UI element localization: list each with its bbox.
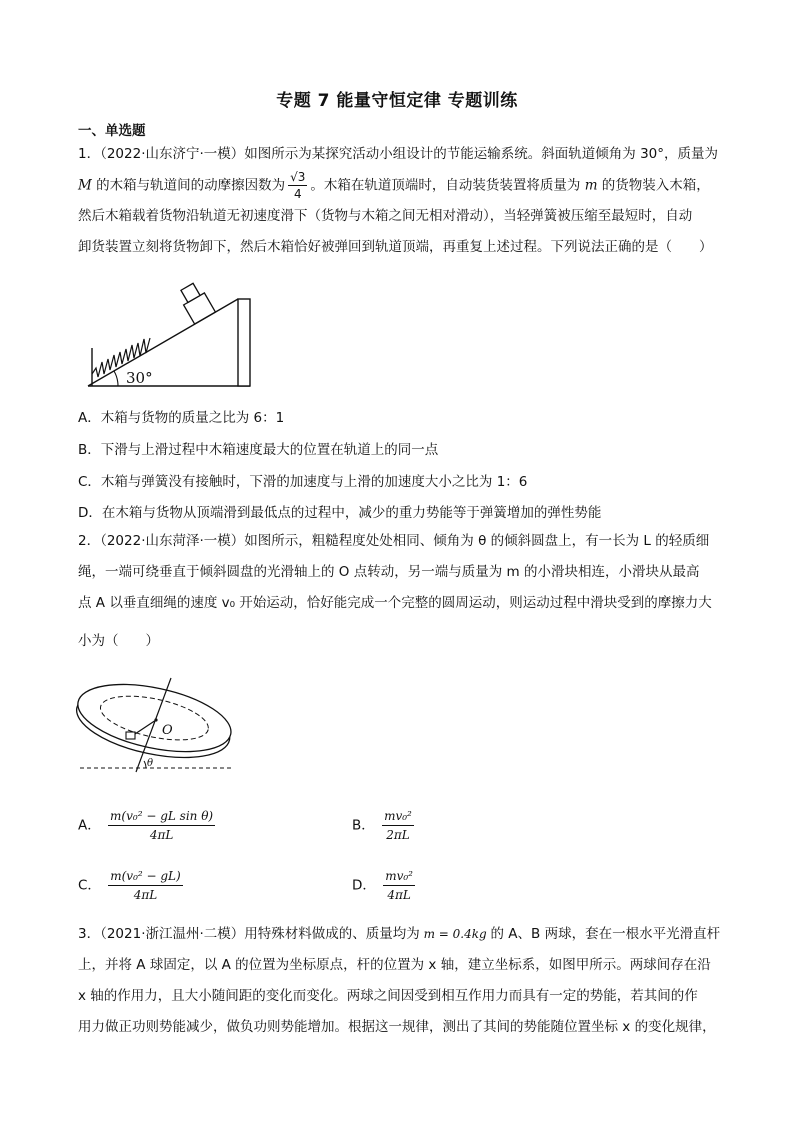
theta-arc	[144, 761, 146, 768]
theta-label: θ	[147, 758, 154, 769]
q2-option-d[interactable]	[352, 868, 418, 903]
wall-block	[238, 299, 250, 386]
q2-option-a-fraction	[108, 808, 215, 843]
question-3-stem	[78, 919, 722, 1043]
q3-mass-value: m = 0.4kg	[419, 927, 491, 941]
q3-line-1	[78, 919, 722, 950]
q2-option-b-label: B．	[352, 817, 375, 834]
q2-line-3: 点 A 以垂直细绳的速度 v₀ 开始运动，恰好能完成一个完整的圆周运动，则运动过程中滑块受到的摩擦力大	[78, 595, 712, 611]
tilted-disc-figure	[72, 668, 240, 778]
box-icon	[177, 282, 216, 324]
q1-line-1: 1．（2022·山东济宁·一模）如图所示为某探究活动小组设计的节能运输系统。斜面轨道倾角为 30°，质量为	[78, 146, 718, 162]
q3-line-1-text-b: 的 A、B 两球，套在一根水平光滑直杆	[490, 926, 721, 942]
q1-var-M: M	[78, 177, 92, 194]
question-2-stem	[78, 526, 722, 657]
incline-figure	[84, 282, 256, 392]
q1-option-c[interactable]: C．木箱与弹簧没有接触时，下滑的加速度与上滑的加速度大小之比为 1：6	[78, 474, 528, 490]
q1-friction-fraction	[288, 170, 307, 201]
q2-option-c-numerator: m(v₀² − gL)	[108, 868, 182, 886]
q1-fraction-denominator: 4	[293, 187, 302, 201]
q1-line-2-text-b: 。木箱在轨道顶端时，自动装货装置将质量为	[310, 177, 581, 194]
q2-line-4: 小为（ ）	[78, 633, 159, 649]
q2-option-c-fraction	[108, 868, 182, 903]
angle-arc	[114, 371, 118, 386]
q3-line-2: 上，并将 A 球固定，以 A 的位置为坐标原点，杆的位置为 x 轴，建立坐标系，如图甲所示。两球间存在沿	[78, 957, 711, 973]
q2-option-d-numerator: mv₀²	[383, 868, 415, 886]
q2-option-d-fraction	[383, 868, 415, 903]
q2-option-d-denominator: 4πL	[387, 888, 411, 902]
page-title: 专题 7 能量守恒定律 专题训练	[276, 91, 518, 111]
q2-option-b-numerator: mv₀²	[382, 808, 414, 826]
q1-option-d[interactable]: D．在木箱与货物从顶端滑到最低点的过程中，减少的重力势能等于弹簧增加的弹性势能	[78, 505, 602, 521]
q2-option-d-label: D．	[352, 877, 376, 894]
center-label: O	[162, 723, 173, 738]
q3-line-4: 用力做正功则势能减少，做负功则势能增加。根据这一规律，测出了其间的势能随位置坐标 x 的变化规律，	[78, 1019, 716, 1035]
q2-line-1: 2．（2022·山东菏泽·一模）如图所示，粗糙程度处处相同、倾角为 θ 的倾斜圆盘上，有一长为 L 的轻质细	[78, 533, 710, 549]
q2-option-a-denominator: 4πL	[149, 828, 174, 842]
q1-var-m: m	[580, 177, 602, 194]
q1-fraction-numerator: √3	[290, 170, 306, 184]
q1-line-2	[78, 170, 722, 201]
q2-option-c-denominator: 4πL	[133, 888, 158, 902]
q2-option-b-fraction	[382, 808, 414, 843]
q1-line-2-text-c: 的货物装入木箱，	[601, 177, 710, 194]
q2-option-c[interactable]	[78, 868, 186, 903]
q2-option-a[interactable]	[78, 808, 218, 843]
q1-line-4: 卸货装置立刻将货物卸下，然后木箱恰好被弹回到轨道顶端，再重复上述过程。下列说法正确的是（ ）	[78, 239, 713, 255]
q2-line-2: 绳，一端可绕垂直于倾斜圆盘的光滑轴上的 O 点转动，另一端与质量为 m 的小滑块相连，小滑块从最高	[78, 564, 700, 580]
angle-label: 30°	[126, 369, 153, 387]
section-heading: 一、单选题	[78, 123, 146, 139]
q2-option-b[interactable]	[352, 808, 417, 843]
q2-option-c-label: C．	[78, 877, 101, 894]
slider-block-icon	[126, 732, 135, 739]
q1-line-2-text-a: 的木箱与轨道间的动摩擦因数为	[91, 177, 286, 194]
center-point	[154, 718, 157, 721]
q1-line-3: 然后木箱载着货物沿轨道无初速度滑下（货物与木箱之间无相对滑动），当轻弹簧被压缩至最短时，自动	[78, 208, 693, 224]
question-1-stem	[78, 139, 722, 263]
q2-option-b-denominator: 2πL	[386, 828, 410, 842]
q2-option-a-label: A．	[78, 817, 101, 834]
q1-option-a[interactable]: A．木箱与货物的质量之比为 6：1	[78, 410, 285, 426]
q3-line-3: x 轴的作用力，且大小随间距的变化而变化。两球之间因受到相互作用力而具有一定的势能，若其间的作	[78, 988, 698, 1004]
q1-option-b[interactable]: B．下滑与上滑过程中木箱速度最大的位置在轨道上的同一点	[78, 442, 439, 458]
q3-line-1-text-a: 3．（2021·浙江温州·二模）用特殊材料做成的、质量均为	[78, 926, 420, 942]
q2-option-a-numerator: m(v₀² − gL sin θ)	[108, 808, 215, 826]
